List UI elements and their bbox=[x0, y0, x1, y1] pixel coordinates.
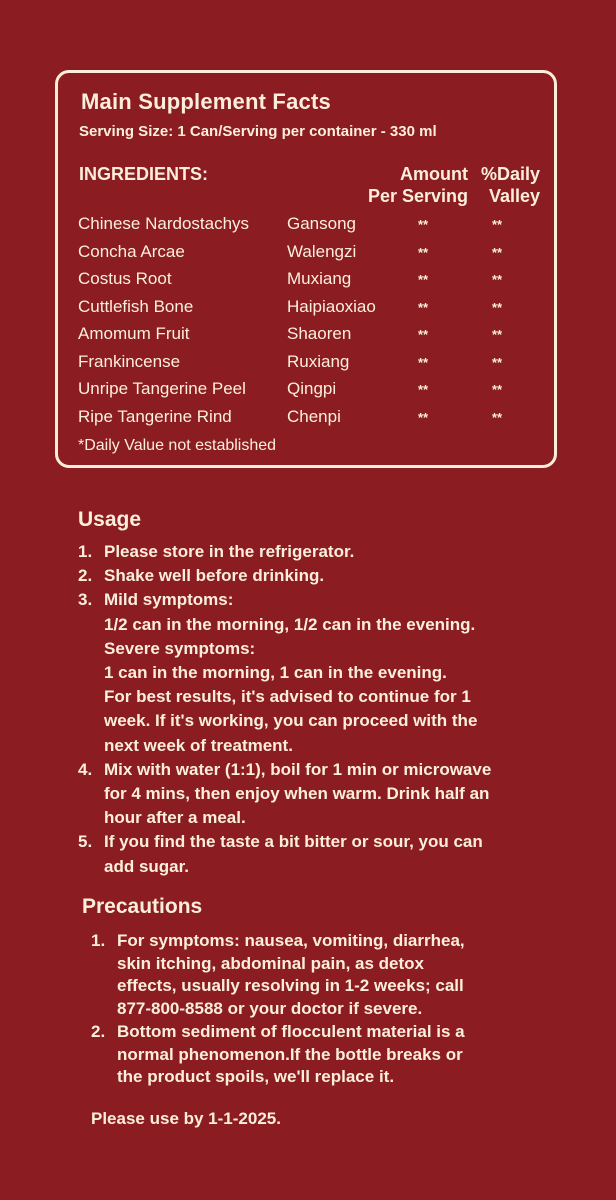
ingredient-daily-value: ** bbox=[492, 409, 503, 425]
ingredient-daily-value: ** bbox=[492, 327, 503, 342]
precautions-list bbox=[91, 930, 561, 1089]
usage-item: 5. If you find the taste a bit bitter or sour, you can add sugar. bbox=[78, 832, 483, 876]
ingredient-pinyin: Ruxiang bbox=[287, 351, 350, 371]
ingredient-amount: ** bbox=[418, 217, 429, 232]
facts-title: Main Supplement Facts bbox=[81, 89, 331, 114]
serving-size: Serving Size: 1 Can/Serving per container - 330 ml bbox=[79, 123, 437, 140]
ingredient-amount: ** bbox=[418, 244, 429, 260]
ingredient-amount: ** bbox=[418, 382, 429, 397]
usage-item: 2. Shake well before drinking. bbox=[78, 566, 325, 586]
usage-item: 1. Please store in the refrigerator. bbox=[78, 542, 355, 561]
ingredient-row bbox=[78, 352, 548, 380]
daily-value-note: *Daily Value not established bbox=[78, 437, 277, 454]
ingredient-amount: ** bbox=[418, 327, 429, 342]
usage-list bbox=[78, 540, 558, 879]
ingredient-amount: ** bbox=[418, 409, 429, 425]
ingredient-name: Unripe Tangerine Peel bbox=[78, 379, 246, 398]
precaution-item: 2. Bottom sediment of flocculent material is a normal phenomenon.If the bottle breaks or the product spoils, we'll replace it. bbox=[91, 1021, 465, 1087]
ingredient-pinyin: Muxiang bbox=[287, 269, 352, 288]
ingredient-row bbox=[78, 242, 548, 270]
ingredient-pinyin: Shaoren bbox=[287, 324, 352, 343]
ingredient-pinyin: Qingpi bbox=[287, 379, 337, 398]
ingredient-name: Cuttlefish Bone bbox=[78, 296, 194, 316]
ingredient-pinyin: Chenpi bbox=[287, 406, 341, 426]
ingredient-row bbox=[78, 269, 548, 297]
ingredient-amount: ** bbox=[418, 354, 429, 370]
ingredient-daily-value: ** bbox=[492, 244, 503, 260]
ingredient-row bbox=[78, 379, 548, 407]
ingredient-daily-value: ** bbox=[492, 217, 503, 232]
ingredient-row bbox=[78, 214, 548, 242]
ingredient-daily-value: ** bbox=[492, 354, 503, 370]
precaution-item: 1. For symptoms: nausea, vomiting, diarrhea, skin itching, abdominal pain, as detox effects, usually resolving in 1-2 weeks; call 877-800-8588 or your doctor if severe. bbox=[91, 930, 561, 1021]
ingredient-row bbox=[78, 407, 548, 435]
ingredient-row bbox=[78, 324, 548, 352]
ingredient-pinyin: Gansong bbox=[287, 214, 356, 233]
precautions-heading: Precautions bbox=[82, 895, 203, 918]
ingredient-name: Chinese Nardostachys bbox=[78, 214, 250, 233]
ingredient-name: Concha Arcae bbox=[78, 241, 185, 261]
mild-symptoms-label: Mild symptoms: bbox=[104, 590, 234, 610]
daily-value-header: %Daily Valley bbox=[480, 164, 540, 206]
ingredient-amount: ** bbox=[418, 299, 429, 315]
ingredient-daily-value: ** bbox=[492, 299, 503, 315]
ingredient-daily-value: ** bbox=[492, 272, 503, 287]
ingredient-row bbox=[78, 297, 548, 325]
hotline-text: 877-800-8588 or your doctor if severe. bbox=[117, 999, 423, 1019]
usage-item: 4. Mix with water (1:1), boil for 1 min or microwave for 4 mins, then enjoy when warm. Drink half an hour after a meal. bbox=[78, 759, 492, 828]
ingredient-name: Frankincense bbox=[78, 351, 181, 371]
usage-heading: Usage bbox=[78, 508, 142, 531]
ingredient-name: Costus Root bbox=[78, 269, 172, 288]
supplement-facts-panel bbox=[55, 70, 557, 468]
use-by-date: Please use by 1-1-2025. bbox=[91, 1109, 281, 1128]
usage-item: 3. Mild symptoms: 1/2 can in the morning, 1/2 can in the evening. Severe symptoms: 1 can in the morning, 1 can in the evening. For best results, it's advised to continue for 1 week. If it's working, you can proceed with the next week of treatment. bbox=[78, 588, 558, 757]
ingredient-daily-value: ** bbox=[492, 382, 503, 397]
ingredient-name: Amomum Fruit bbox=[78, 324, 190, 343]
ingredient-pinyin: Haipiaoxiao bbox=[287, 296, 376, 316]
ingredient-pinyin: Walengzi bbox=[287, 241, 357, 261]
severe-symptoms-label: Severe symptoms: bbox=[104, 638, 256, 658]
ingredient-name: Ripe Tangerine Rind bbox=[78, 406, 232, 426]
ingredient-rows bbox=[78, 214, 548, 434]
ingredient-amount: ** bbox=[418, 272, 429, 287]
amount-header: Amount Per Serving bbox=[367, 164, 468, 206]
ingredients-header: INGREDIENTS: bbox=[79, 164, 209, 184]
